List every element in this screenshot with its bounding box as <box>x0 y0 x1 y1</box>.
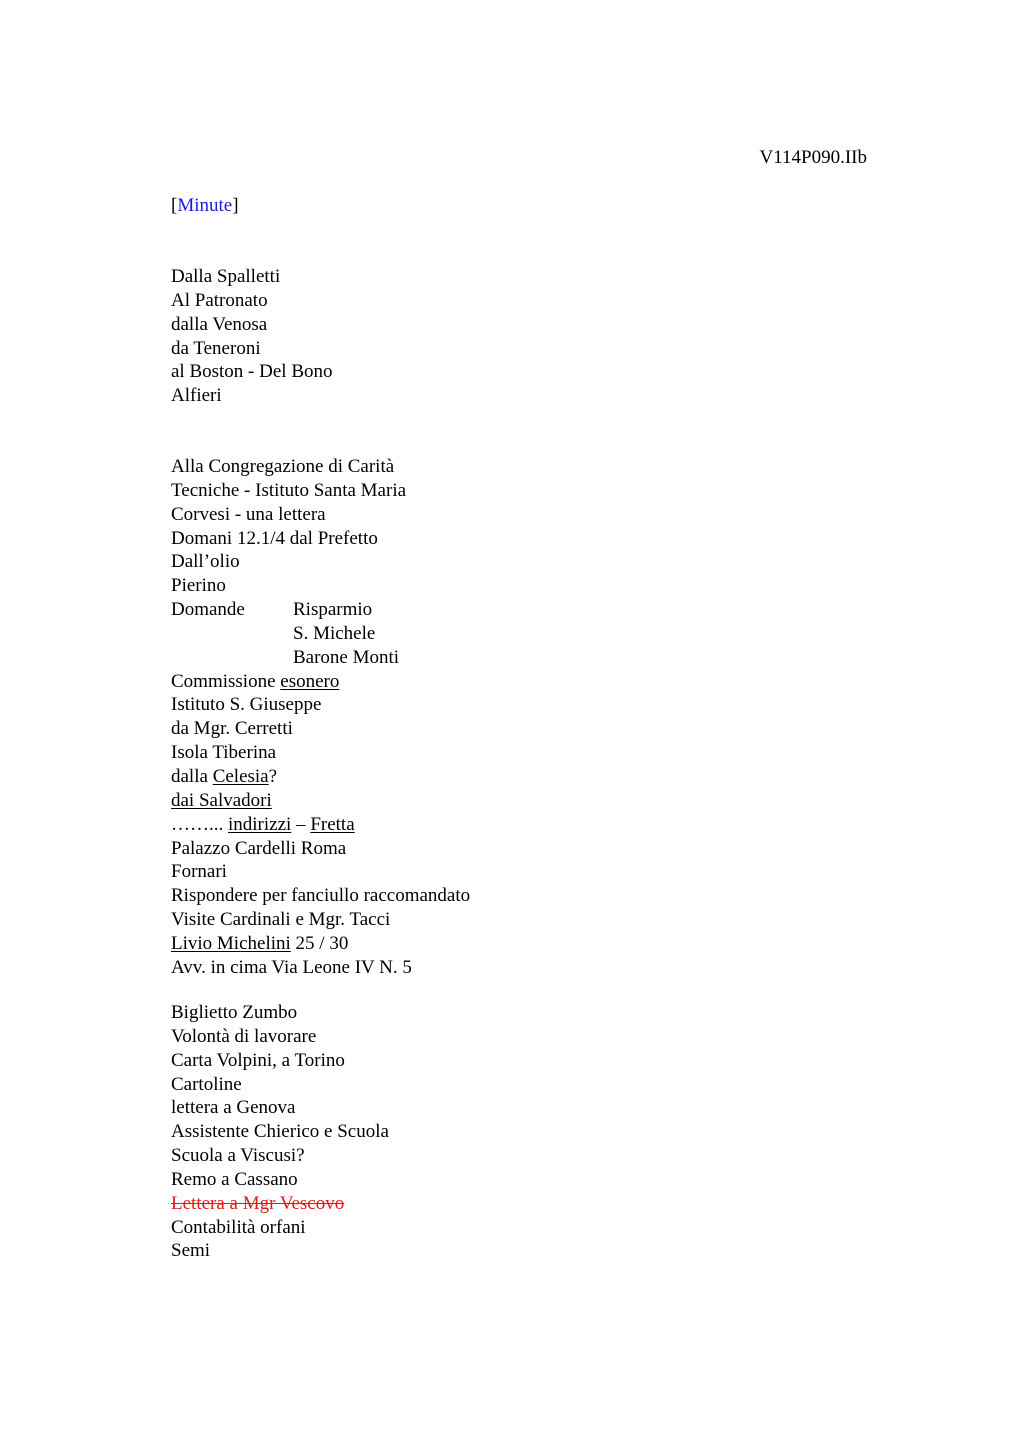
dalla-text: dalla <box>171 765 213 787</box>
note-line: Al Patronato <box>171 289 268 311</box>
note-line: Istituto S. Giuseppe <box>171 694 322 716</box>
note-line: Isola Tiberina <box>171 742 277 764</box>
note-line: Domani 12.1/4 dal Prefetto <box>171 527 378 549</box>
fretta-underlined: Fretta <box>310 813 355 835</box>
note-line: Assistente Chierico e Scuola <box>171 1121 389 1143</box>
note-line: da Mgr. Cerretti <box>171 718 293 740</box>
note-line: Volontà di lavorare <box>171 1025 317 1047</box>
note-line <box>171 1192 389 1216</box>
note-line: Rispondere per fanciullo raccomandato <box>171 885 471 907</box>
note-line <box>171 789 470 813</box>
page-id: V114P090.IIb <box>759 147 867 168</box>
salvadori-underlined: dai Salvadori <box>171 789 272 811</box>
note-line: al Boston - Del Bono <box>171 361 333 383</box>
note-line: Contabilità orfani <box>171 1216 306 1238</box>
note-line: lettera a Genova <box>171 1097 296 1119</box>
minute-heading <box>171 194 239 218</box>
celesia-underlined: Celesia <box>212 765 269 787</box>
domande-item-s-michele: S. Michele <box>293 622 376 644</box>
note-block-2 <box>171 455 470 980</box>
domande-label: Domande <box>171 599 245 621</box>
note-block-1 <box>171 265 333 408</box>
note-line: Scuola a Viscusi? <box>171 1145 305 1167</box>
note-line: Semi <box>171 1240 211 1262</box>
livio-number: 25 / 30 <box>290 932 349 954</box>
indirizzi-underlined: indirizzi <box>228 813 292 835</box>
domande-item-risparmio: Risparmio <box>293 599 373 621</box>
bracket-open: [ <box>171 195 178 216</box>
note-line <box>171 813 470 837</box>
note-line: Tecniche - Istituto Santa Maria <box>171 479 407 501</box>
note-line: Corvesi - una lettera <box>171 503 326 525</box>
note-line <box>171 932 470 956</box>
note-line: Avv. in cima Via Leone IV N. 5 <box>171 956 412 978</box>
domande-item-barone-monti: Barone Monti <box>293 646 400 668</box>
dash-text: – <box>291 813 311 835</box>
note-line: dalla Venosa <box>171 313 268 335</box>
note-line: Visite Cardinali e Mgr. Tacci <box>171 909 391 931</box>
note-line: Biglietto Zumbo <box>171 1002 298 1023</box>
note-block-3 <box>171 1001 389 1263</box>
commissione-text: Commissione <box>171 670 281 692</box>
note-line <box>171 765 470 789</box>
note-line: Carta Volpini, a Torino <box>171 1049 345 1071</box>
esonero-underlined: esonero <box>280 670 340 692</box>
domande-line <box>171 646 470 670</box>
domande-line <box>171 622 470 646</box>
ellipsis-text: ……... <box>171 813 228 835</box>
minute-link[interactable]: Minute <box>177 195 233 216</box>
note-line: Alfieri <box>171 385 222 407</box>
note-line: Pierino <box>171 575 226 597</box>
struck-through-line: Lettera a Mgr Vescovo <box>171 1192 345 1214</box>
note-line: da Teneroni <box>171 337 261 359</box>
note-line: Dalla Spalletti <box>171 266 281 287</box>
bracket-close: ] <box>232 195 239 216</box>
livio-underlined: Livio Michelini <box>171 932 291 954</box>
question-mark: ? <box>268 765 278 787</box>
domande-line <box>171 598 470 622</box>
note-line <box>171 670 470 694</box>
note-line: Palazzo Cardelli Roma <box>171 837 347 859</box>
note-line: Remo a Cassano <box>171 1168 298 1190</box>
note-line: Dall’olio <box>171 551 240 573</box>
note-line: Fornari <box>171 861 227 883</box>
note-line: Alla Congregazione di Carità <box>171 456 395 477</box>
note-line: Cartoline <box>171 1073 242 1095</box>
